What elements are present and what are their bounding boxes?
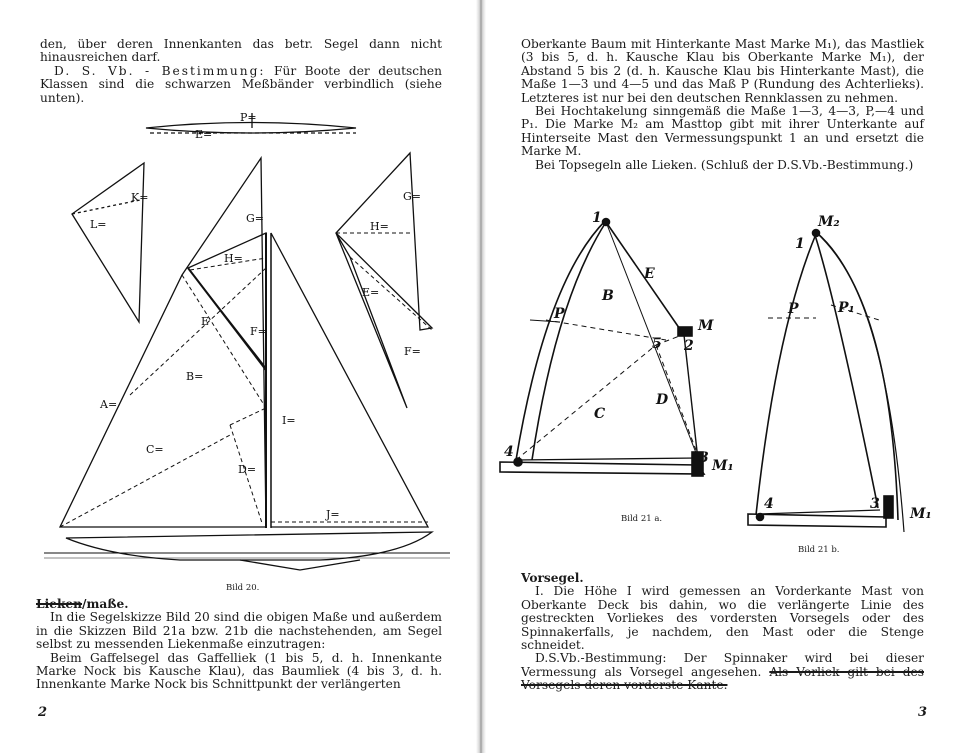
right-body-text bbox=[521, 572, 924, 693]
page-number-right: 3 bbox=[918, 705, 928, 720]
topsail-triangle bbox=[72, 163, 144, 322]
label-k: K= bbox=[131, 191, 149, 204]
fig21a-label-m1: M₁ bbox=[712, 458, 734, 474]
caption-bild-21b: Bild 21 b. bbox=[798, 545, 840, 555]
right-para-2: Bei Hochtakelung sinngemäß die Maße 1—3, 4—3, P,—4 und P₁. Die Marke M₂ am Masttop gibt mit ihrer Unterkante auf Hinterseite Mast den Vermessungspunkt 1 an und ersetzt die Marke M. bbox=[521, 104, 924, 159]
jib-sail bbox=[60, 158, 266, 527]
b-line bbox=[182, 275, 266, 408]
fig21b-label-p1: P₁ bbox=[838, 300, 855, 316]
fig21b-node-1: 1 bbox=[795, 236, 805, 252]
mark-m1b bbox=[884, 496, 893, 518]
node-1b bbox=[813, 230, 820, 237]
label-l: L= bbox=[90, 218, 107, 231]
fig21a-node-5: 5 bbox=[652, 336, 662, 352]
book-gutter bbox=[476, 0, 486, 753]
c-line bbox=[60, 435, 230, 527]
fig21a-node-3: 3 bbox=[699, 450, 709, 466]
fig21a-label-p: P bbox=[554, 306, 565, 322]
hull bbox=[66, 532, 432, 560]
right-para-3: Bei Topsegeln alle Lieken. (Schluß der D.S.Vb.-Bestimmung.) bbox=[535, 157, 914, 172]
side-gaff bbox=[336, 233, 407, 408]
fig21a-label-c: C bbox=[594, 406, 606, 422]
node-4b bbox=[757, 514, 764, 521]
heading-hand-mark: / bbox=[82, 597, 87, 611]
luff-outer bbox=[756, 234, 816, 515]
hand-correction: —4 bbox=[875, 104, 895, 119]
boom bbox=[748, 514, 886, 527]
fig21a-node-4: 4 bbox=[504, 444, 514, 460]
label-b: B= bbox=[186, 370, 204, 383]
mainsail bbox=[271, 233, 428, 527]
vorsegel-heading: Vorsegel. bbox=[521, 571, 584, 585]
label-f-main: F= bbox=[250, 325, 267, 338]
right-body-p2: D.S.Vb.-Bestimmung: Der Spinnaker wird bei dieser Vermessung als Vorsegel angesehen. Als Vorliek gilt bei des Vorsegels deren vorderste Kante. bbox=[521, 651, 924, 693]
left-body-p1: In die Segelskizze Bild 20 sind die obigen Maße und außerdem in die Skizzen Bild 21a bzw. 21b die nachstehenden, am Segel selbst zu messenden Liekenmaße einzutragen: bbox=[36, 610, 442, 652]
fig21b-label-m1: M₁ bbox=[910, 506, 932, 522]
page-number-left: 2 bbox=[38, 705, 48, 720]
label-c: C= bbox=[146, 443, 164, 456]
fig21a-node-1: 1 bbox=[592, 210, 602, 226]
leech-shadow bbox=[816, 232, 904, 532]
heading-struck: Lieken bbox=[36, 597, 83, 611]
boom-profile bbox=[146, 123, 356, 134]
caption-bild-21a: Bild 21 a. bbox=[621, 514, 663, 524]
d-line-top bbox=[230, 408, 266, 425]
label-d: D= bbox=[238, 463, 257, 476]
label-a: A= bbox=[100, 398, 118, 411]
fig21a-label-m: M bbox=[698, 318, 714, 334]
side-topsail bbox=[336, 153, 432, 330]
label-j: J= bbox=[326, 508, 340, 521]
left-body-p2: Beim Gaffelsegel das Gaffelliek (1 bis 5, d. h. Innenkante Marke Nock bis Kausche Klau), das Baumliek (4 bis 3, d. h. Innenkante Marke Nock bis Schnittpunkt der verlängerten bbox=[36, 650, 442, 692]
label-g-side: G= bbox=[403, 190, 422, 203]
label-h-main: H= bbox=[224, 252, 243, 265]
fig21a-node-2: 2 bbox=[684, 338, 694, 354]
keel bbox=[240, 560, 360, 570]
heading-rest: maße. bbox=[86, 597, 129, 611]
leech-outer bbox=[816, 232, 898, 520]
fig21a-label-e: E bbox=[644, 266, 655, 282]
label-e-side: E= bbox=[362, 286, 380, 299]
right-page bbox=[486, 0, 961, 753]
label-i: I= bbox=[282, 414, 296, 427]
left-body-text bbox=[36, 598, 442, 692]
fig21a-label-b: B bbox=[602, 288, 614, 304]
struck-text: Als Vorliek gilt bei des Vorsegels deren vorderste Kante. bbox=[521, 664, 924, 693]
leech-inner bbox=[814, 232, 878, 508]
right-para-1: Oberkante Baum mit Hinterkante Mast Marke M₁), das Mastliek (3 bis 5, d. h. Kausche Klau bis Oberkante Marke M₁), der Abstand 5 bis 2 (d. h. Kausche Klau bis Hinterkante Mast), die Maße 1—3 und 4—5 und das Maß P (Rundung des Achterlieks). Letzteres ist nur bei den deutschen Rennklassen zu nehmen. bbox=[521, 37, 924, 105]
figure-20-sail-plan bbox=[0, 0, 476, 600]
caption-bild-20: Bild 20. bbox=[226, 583, 260, 593]
left-page bbox=[0, 0, 476, 753]
dsvb-label: D. S. Vb. - Bestimmung: bbox=[54, 63, 266, 78]
fig21a-label-d: D bbox=[656, 392, 669, 408]
fig21b-node-4: 4 bbox=[764, 496, 774, 512]
label-f-side: F= bbox=[404, 345, 421, 358]
label-p: P= bbox=[240, 111, 257, 124]
left-para-1: den, über deren Innenkanten das betr. Segel dann nicht hinausreichen darf. bbox=[40, 37, 442, 65]
gaff-spar bbox=[188, 268, 266, 370]
label-g-main: G= bbox=[246, 212, 265, 225]
liekenmasse-heading bbox=[36, 598, 442, 611]
fig21b-label-p: P bbox=[788, 301, 799, 317]
figure-21b-high-rig-sail bbox=[486, 0, 961, 560]
dsvb-text: Für Boote der deutschen Klassen sind die schwarzen Meßbänder verbindlich (siehe unten). bbox=[40, 63, 442, 105]
fig21b-node-3: 3 bbox=[870, 496, 880, 512]
foot-line bbox=[758, 510, 880, 514]
label-e-boom: E= bbox=[195, 128, 213, 141]
label-h-side: H= bbox=[370, 220, 389, 233]
label-e-main: E bbox=[201, 315, 210, 328]
right-body-p1: I. Die Höhe I wird gemessen an Vorderkante Mast von Oberkante Deck bis dahin, wo die verlängerte Linie des gestreckten Vorliekes des vordersten Vorsegels oder des Spinnakerfalls, je nachdem, den Mast oder die Stenge schneidet. bbox=[521, 584, 924, 653]
fig21b-label-m2: M₂ bbox=[818, 214, 840, 230]
